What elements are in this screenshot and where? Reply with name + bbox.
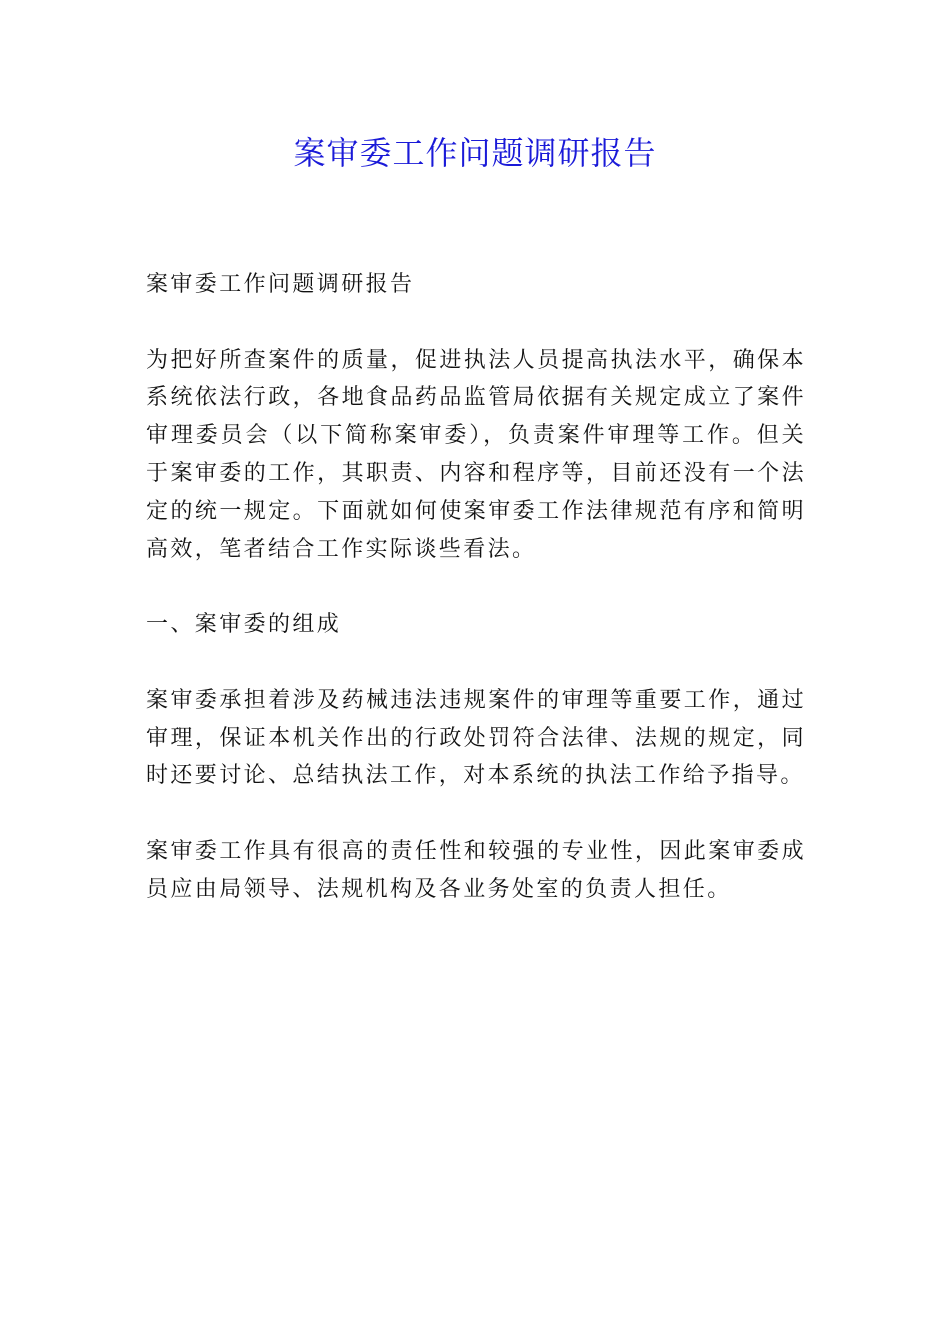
paragraph-responsibilities: 案审委承担着涉及药械违法违规案件的审理等重要工作，通过审理，保证本机关作出的行政处罚符合法律、法规的规定，同时还要讨论、总结执法工作，对本系统的执法工作给予指导。 bbox=[146, 687, 806, 789]
paragraph-heading-repeat: 案审委工作问题调研报告 bbox=[146, 272, 415, 297]
document-title: 案审委工作问题调研报告 bbox=[293, 134, 657, 172]
document-body bbox=[146, 266, 806, 946]
section-heading-composition: 一、案审委的组成 bbox=[146, 612, 342, 638]
paragraph-members: 案审委工作具有很高的责任性和较强的专业性，因此案审委成员应由局领导、法规机构及各业务处室的负责人担任。 bbox=[146, 838, 806, 902]
paragraph-introduction: 为把好所查案件的质量，促进执法人员提高执法水平，确保本系统依法行政，各地食品药品监管局依据有关规定成立了案件审理委员会（以下简称案审委），负责案件审理等工作。但关于案审委的工作，其职责、内容和程序等，目前还没有一个法定的统一规定。下面就如何使案审委工作法律规范有序和简明高效，笔者结合工作实际谈些看法。 bbox=[146, 347, 806, 562]
